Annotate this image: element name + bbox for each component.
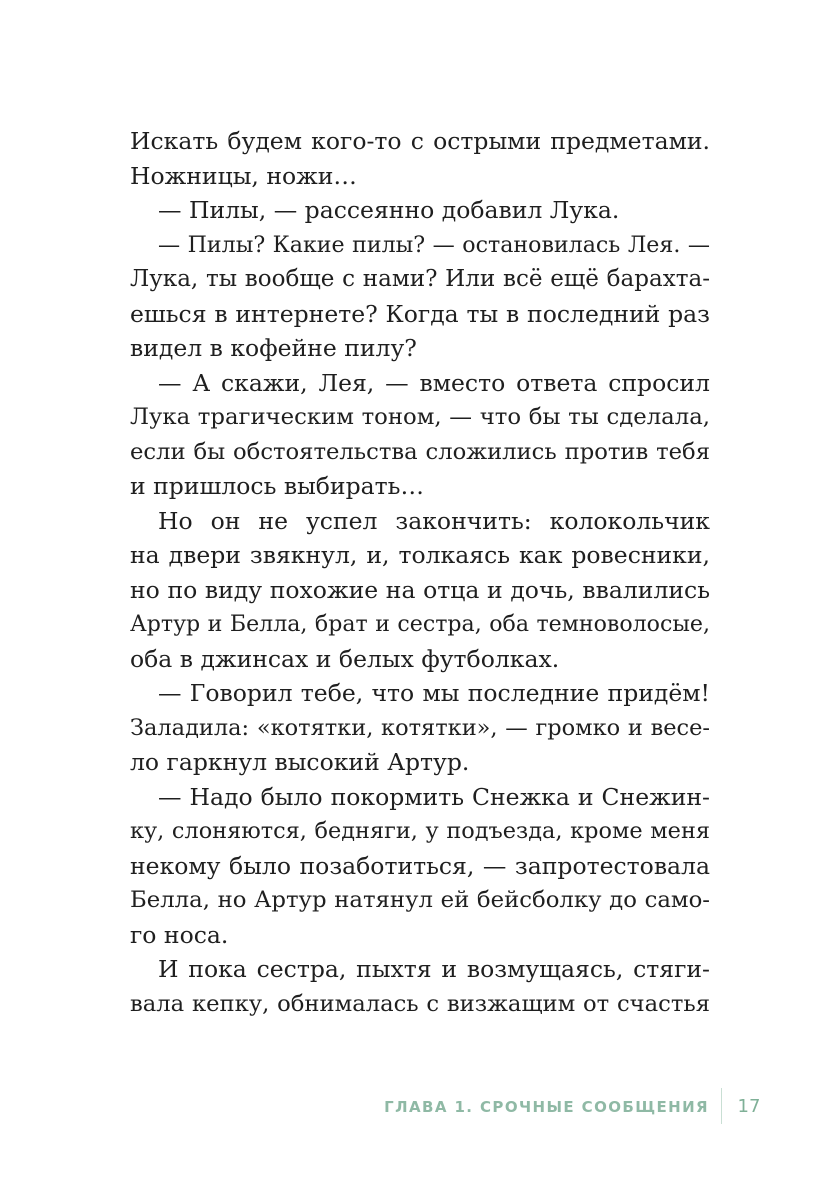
text-line: на двери звякнул, и, толкаясь как ровесники, [130, 541, 710, 569]
text-line: го носа. [130, 920, 229, 949]
body-text [130, 124, 710, 1021]
text-line: — Говорил тебе, что мы последние придём! [158, 679, 710, 707]
text-line: — Пилы, — рассеянно добавил Лука. [158, 196, 620, 224]
text-line: ку, слоняются, бедняги, у подъезда, кроме меня [130, 818, 710, 844]
text-line: некому было позаботиться, — запротестовала [130, 851, 710, 880]
text-line: оба в джинсах и белых футболках. [130, 644, 560, 673]
text-line: ешься в интернете? Когда ты в последний раз [130, 299, 710, 328]
text-line: если бы обстоятельства сложились против тебя [130, 438, 710, 465]
text-line: — А скажи, Лея, — вместо ответа спросил [158, 368, 710, 397]
text-line: Артур и Белла, брат и сестра, оба темноволосые, [130, 611, 710, 637]
text-line: ло гаркнул высокий Артур. [130, 748, 470, 776]
page-footer [0, 1094, 827, 1120]
footer-divider [721, 1088, 722, 1124]
text-line: Лука, ты вообще с нами? Или всё ещё барахта- [130, 266, 710, 292]
text-line: — Пилы? Какие пилы? — остановилась Лея. — [158, 231, 710, 258]
text-line: вала кепку, обнималась с визжащим от счастья [130, 990, 710, 1017]
text-line: Искать будем кого-то с острыми предметами. [130, 127, 710, 155]
text-line: И пока сестра, пыхтя и возмущаясь, стяги- [158, 955, 710, 983]
text-line: Заладила: «котятки, котятки», — громко и весе- [130, 714, 710, 741]
text-line: но по виду похожие на отца и дочь, ввалились [130, 575, 710, 604]
text-line: Но он не успел закончить: колокольчик [158, 506, 710, 535]
page-number: 17 [737, 1096, 761, 1117]
text-line: — Надо было покормить Снежка и Снежин- [158, 782, 710, 811]
text-line: Лука трагическим тоном, — что бы ты сделала, [130, 404, 710, 430]
text-line: Белла, но Артур натянул ей бейсболку до само- [130, 887, 710, 913]
text-line: видел в кофейне пилу? [130, 334, 417, 362]
text-line: и пришлось выбирать… [130, 472, 424, 500]
running-head: ГЛАВА 1. СРОЧНЫЕ СООБЩЕНИЯ [384, 1098, 709, 1116]
text-line: Ножницы, ножи… [130, 161, 357, 190]
